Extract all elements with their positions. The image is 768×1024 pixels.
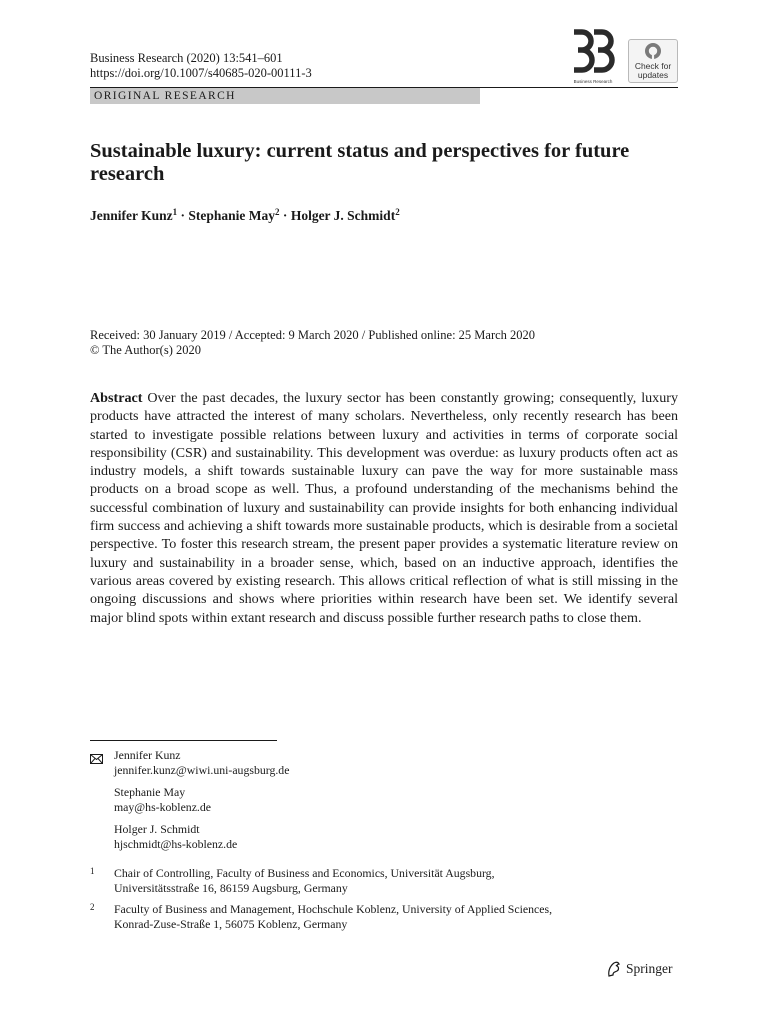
footnote-rule: [90, 740, 277, 741]
contact-email[interactable]: may@hs-koblenz.de: [114, 800, 212, 814]
author-separator: ·: [282, 208, 288, 223]
check-for-updates-label: Check for updates: [634, 61, 672, 80]
affiliation-line: Universitätsstraße 16, 86159 Augsburg, Germany: [114, 881, 348, 895]
contact-block: [114, 748, 289, 778]
affiliation-line: Faculty of Business and Management, Hochschule Koblenz, University of Applied Sciences,: [114, 902, 553, 916]
affiliation-number: 1: [90, 866, 95, 876]
author-name: Holger J. Schmidt: [290, 208, 396, 223]
springer-label: Springer: [626, 961, 673, 976]
contact-email[interactable]: hjschmidt@hs-koblenz.de: [114, 837, 238, 851]
affiliation-line: Chair of Controlling, Faculty of Business and Economics, Universität Augsburg,: [114, 866, 495, 880]
contact-block: [114, 785, 211, 815]
author-separator: ·: [180, 208, 186, 223]
contact-email[interactable]: jennifer.kunz@wiwi.uni-augsburg.de: [114, 763, 290, 777]
check-for-updates-badge[interactable]: [628, 39, 678, 83]
contact-name: Jennifer Kunz: [114, 748, 181, 762]
publication-dates: Received: 30 January 2019 / Accepted: 9 March 2020 / Published online: 25 March 2020: [90, 328, 536, 342]
contact-name: Stephanie May: [114, 785, 186, 799]
envelope-icon: [90, 751, 103, 769]
check-for-updates-icon: [644, 42, 662, 60]
author-affiliation-mark: 1: [172, 207, 178, 217]
affiliation-line: Konrad-Zuse-Straße 1, 56075 Koblenz, Germany: [114, 917, 348, 931]
logo-caption: Business Research: [573, 79, 613, 84]
author-list: [90, 207, 400, 225]
contact-name: Holger J. Schmidt: [114, 822, 200, 836]
abstract-label: Abstract: [90, 390, 143, 406]
journal-citation: Business Research (2020) 13:541–601: [90, 51, 283, 65]
copyright-notice: © The Author(s) 2020: [90, 343, 201, 357]
contact-block: [114, 822, 237, 852]
author-affiliation-mark: 2: [395, 207, 400, 217]
section-label: ORIGINAL RESEARCH: [90, 88, 480, 104]
author-affiliation-mark: 2: [275, 207, 280, 217]
author-name: Stephanie May: [188, 208, 276, 223]
abstract-text: Over the past decades, the luxury sector has been constantly growing; consequently, luxury products have attracted the interest of many scholars. Nevertheless, only recently research has been started to investigate possible relations between luxury and activities in terms of corporate social responsibility (CSR) and sustainability. This development was overdue: as luxury products often act as industry models, a shift towards sustainable luxury can pave the way for more sustainable mass products on a broad scope as well. Thus, a profound understanding of the mechanisms behind the successful combination of luxury and sustainability can provide insights for both enhancing individual firm success and achieving a shift towards more sustainable products, which is desirable from a societal perspective. To foster this research stream, the present paper provides a systematic literature review on luxury and sustainability in a broader sense, which, based on an inductive approach, identifies the various areas covered by existing research. This allows critical reflection of what is still missing in the ongoing discussions and shows where priorities within research have been set. We identify several major blind spots within extant research and discuss possible further research paths to close them.: [90, 390, 678, 626]
doi-link[interactable]: https://doi.org/10.1007/s40685-020-00111-3: [90, 66, 312, 80]
business-research-logo: [570, 28, 616, 86]
affiliation: [114, 866, 495, 896]
springer-horse-icon: [606, 960, 622, 978]
article-title: Sustainable luxury: current status and perspectives for future research: [90, 140, 630, 185]
affiliation: [114, 902, 552, 932]
abstract: [90, 389, 678, 627]
affiliation-number: 2: [90, 902, 95, 912]
business-research-logo-icon: [570, 28, 616, 86]
author-name: Jennifer Kunz: [90, 208, 173, 223]
springer-logo: [606, 960, 673, 978]
